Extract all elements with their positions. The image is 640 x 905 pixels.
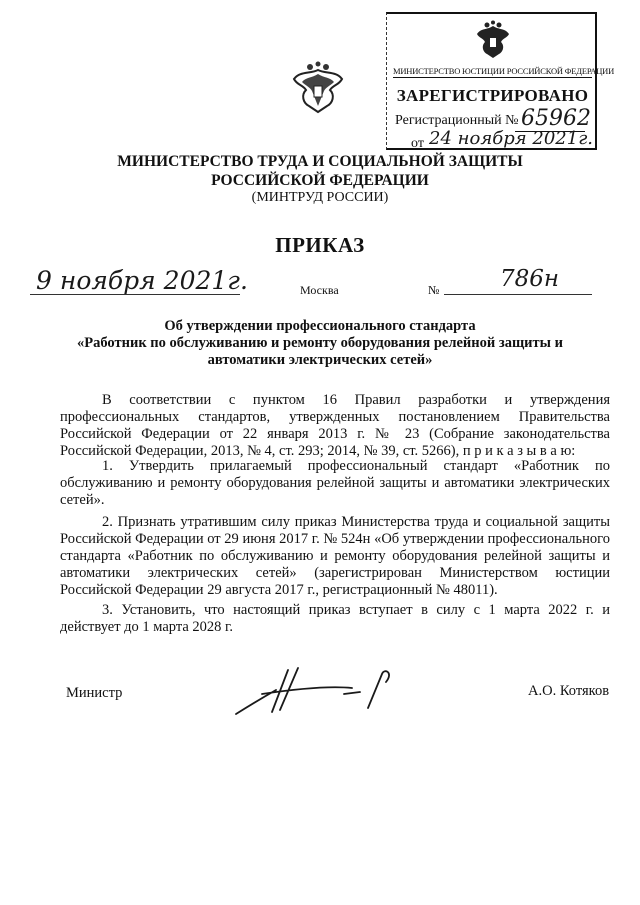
number-underline [444, 294, 592, 295]
ministry-name [0, 152, 640, 190]
ministry-name-line2: РОССИЙСКОЙ ФЕДЕРАЦИИ [211, 172, 429, 189]
title-line3: автоматики электрических сетей» [207, 352, 433, 368]
order-date: 9 ноября 2021г. [36, 266, 248, 295]
body-paragraph-item2: 2. Признать утратившим силу приказ Министерства труда и социальной защиты Российской Федерации от 29 июня 2017 г. № 524н «Об утверждении профессионального стандарта «Работник по обслуживанию и ремонту оборудования релейной защиты и автоматики электрических сетей» (зарегистрирован Министерством юстиции Российской Федерации 29 августа 2017 г., регистрационный № 48011). [60, 514, 610, 598]
stamp-date: 24 ноября 2021г. [429, 128, 594, 149]
city: Москва [300, 283, 339, 297]
coat-of-arms-icon [288, 60, 348, 120]
stamp-divider [393, 77, 592, 78]
stamp-ministry: МИНИСТЕРСТВО ЮСТИЦИИ РОССИЙСКОЙ ФЕДЕРАЦИИ [393, 66, 615, 76]
ministry-abbreviation: (МИНТРУД РОССИИ) [251, 190, 389, 205]
stamp-date-line [427, 149, 585, 150]
title-line2: «Работник по обслуживанию и ремонту оборудования релейной защиты и [77, 335, 563, 351]
ministry-name-line1: МИНИСТЕРСТВО ТРУДА И СОЦИАЛЬНОЙ ЗАЩИТЫ [117, 153, 523, 170]
coat-of-arms-icon [471, 20, 515, 64]
order-number: 786н [500, 266, 560, 292]
body-paragraph-item1: 1. Утвердить прилагаемый профессиональный стандарт «Работник по обслуживанию и ремонту оборудования релейной защиты и автоматики электрических сетей». [60, 458, 610, 508]
signature-icon [232, 664, 402, 720]
document-title [60, 318, 580, 369]
signatory-name: А.О. Котяков [528, 683, 610, 699]
stamp-registered: ЗАРЕГИСТРИРОВАНО [396, 86, 589, 105]
body-paragraph-item3: 3. Установить, что настоящий приказ вступает в силу с 1 марта 2022 г. и действует до 1 марта 2028 г. [60, 602, 610, 635]
document-type: ПРИКАЗ [275, 233, 365, 257]
title-line1: Об утверждении профессионального стандарта [164, 318, 476, 334]
body-paragraph-preamble: В соответствии с пунктом 16 Правил разработки и утверждения профессиональных стандартов, утвержденных постановлением Правительства Российской Федерации от 22 января 2013 г. № 23 (Собрание законодательства Российской Федерации, 2013, № 4, ст. 293; 2014, № 39, ст. 5266), п р и к а з ы в а ю: [60, 392, 610, 459]
stamp-reg-number-label: Регистрационный № [395, 113, 519, 128]
order-number-label: № [428, 283, 440, 297]
signatory-position: Министр [66, 685, 123, 701]
registration-stamp [386, 12, 615, 151]
stamp-reg-number: 65962 [521, 106, 591, 131]
stamp-date-label: от [411, 136, 424, 151]
date-underline [30, 294, 240, 295]
